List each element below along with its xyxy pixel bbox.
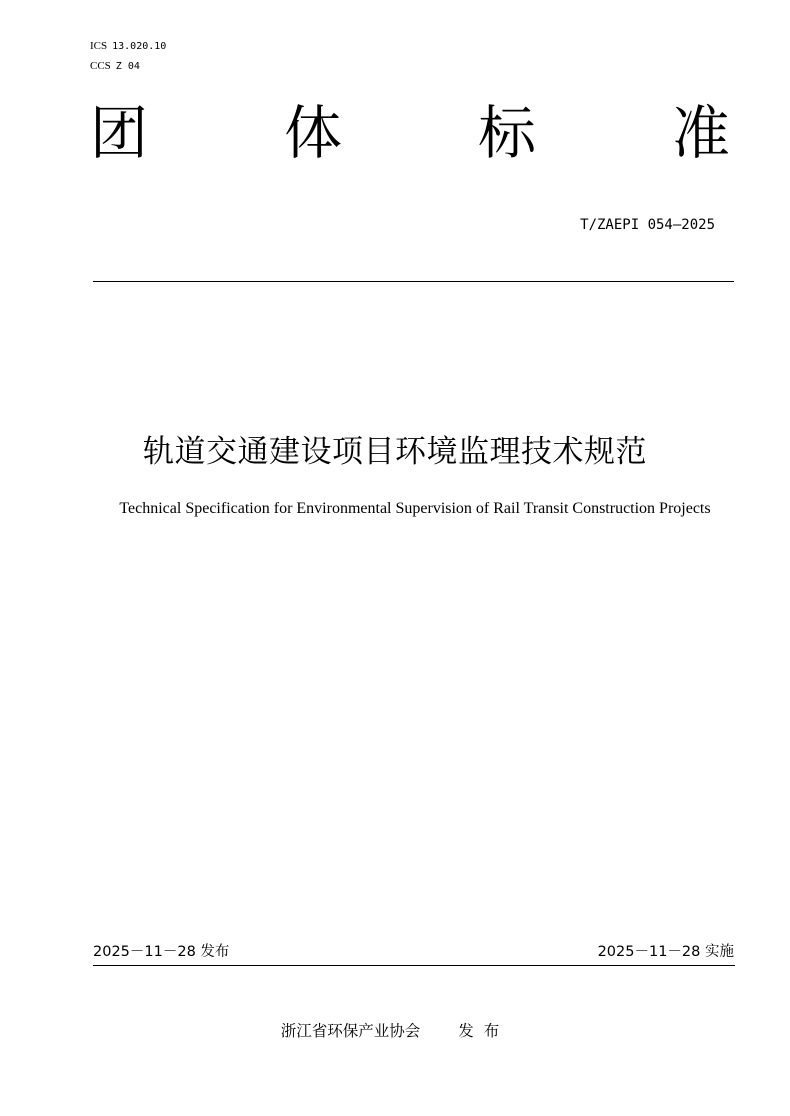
ccs-label: CCS (90, 60, 111, 72)
bottom-divider (93, 965, 735, 966)
document-title-chinese: 轨道交通建设项目环境监理技术规范 (143, 434, 647, 470)
ccs-value: Z 04 (115, 61, 140, 72)
ics-label: ICS (90, 40, 108, 52)
standard-type-char: 团 (90, 99, 149, 167)
implement-date: 2025－11－28 实施 (597, 944, 734, 960)
publish-date: 2025－11－28 发布 (93, 944, 230, 960)
top-divider (93, 281, 734, 282)
ics-value: 13.020.10 (112, 41, 167, 52)
standard-type-title (90, 98, 730, 168)
issuer-name: 浙江省环保产业协会 (280, 1022, 421, 1040)
standard-type-char: 准 (671, 99, 730, 167)
issuer-action: 发布 (458, 1022, 510, 1040)
standard-type-char: 标 (477, 99, 536, 167)
ics-classification (90, 39, 166, 54)
standard-number: T/ZAEPI 054—2025 (580, 217, 715, 233)
standard-type-char: 体 (283, 99, 342, 167)
issuer-line (0, 1020, 790, 1042)
ccs-classification (90, 59, 140, 74)
document-title-english: Technical Specification for Environmental Supervision of Rail Transit Construction Projects (119, 500, 711, 517)
